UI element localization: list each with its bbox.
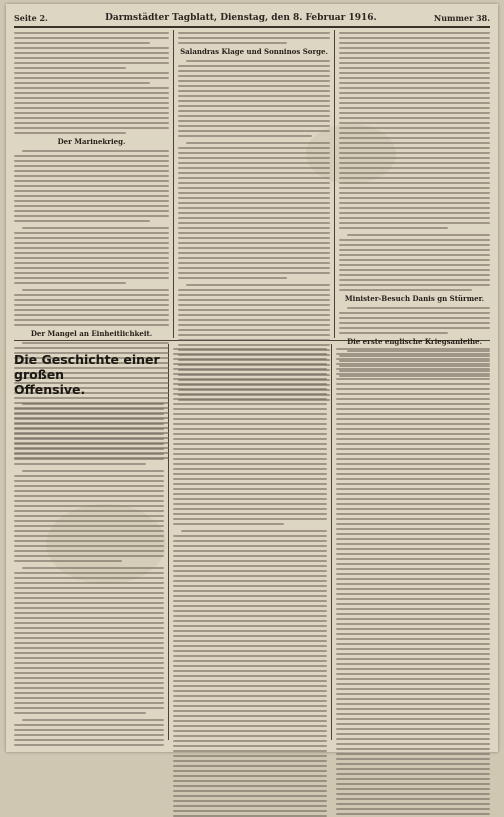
paper-stain xyxy=(46,504,166,584)
article-text xyxy=(339,307,490,334)
paper-title: Darmstädter Tagblatt, Dienstag, den 8. Februar 1916. xyxy=(105,13,377,23)
column-separator xyxy=(173,30,174,338)
section-heading: Der Mangel an Einheitlichkeit. xyxy=(30,329,153,338)
left-column-article xyxy=(14,32,169,338)
header-rule xyxy=(14,26,490,28)
article-text xyxy=(178,32,330,44)
article-text xyxy=(14,150,169,326)
column-separator xyxy=(334,30,335,338)
column-separator xyxy=(331,344,332,740)
paper-stain xyxy=(306,124,396,184)
section-heading: Salandras Klage und Sonninos Sorge. xyxy=(180,47,328,56)
page-header xyxy=(14,10,490,26)
bottom-right-article xyxy=(336,348,490,740)
article-text xyxy=(336,348,490,815)
issue-number: Nummer 38. xyxy=(433,13,490,23)
right-column-article xyxy=(339,32,490,346)
bottom-middle-article xyxy=(173,348,327,740)
article-title-line: Die Geschichte einer großen xyxy=(14,352,160,382)
section-heading: Die erste englische Kriegsanleihe. xyxy=(347,337,482,346)
page-number: Seite 2. xyxy=(14,13,48,23)
newspaper-page xyxy=(6,4,498,752)
middle-column-article xyxy=(178,32,330,338)
article-title-line: Offensive. xyxy=(14,382,86,397)
article-title xyxy=(14,352,164,397)
section-heading: Der Marinekrieg. xyxy=(57,137,126,146)
article-text xyxy=(173,348,327,817)
section-heading: Minister-Besuch Danis gn Stürmer. xyxy=(344,294,485,303)
article-text xyxy=(14,32,169,134)
